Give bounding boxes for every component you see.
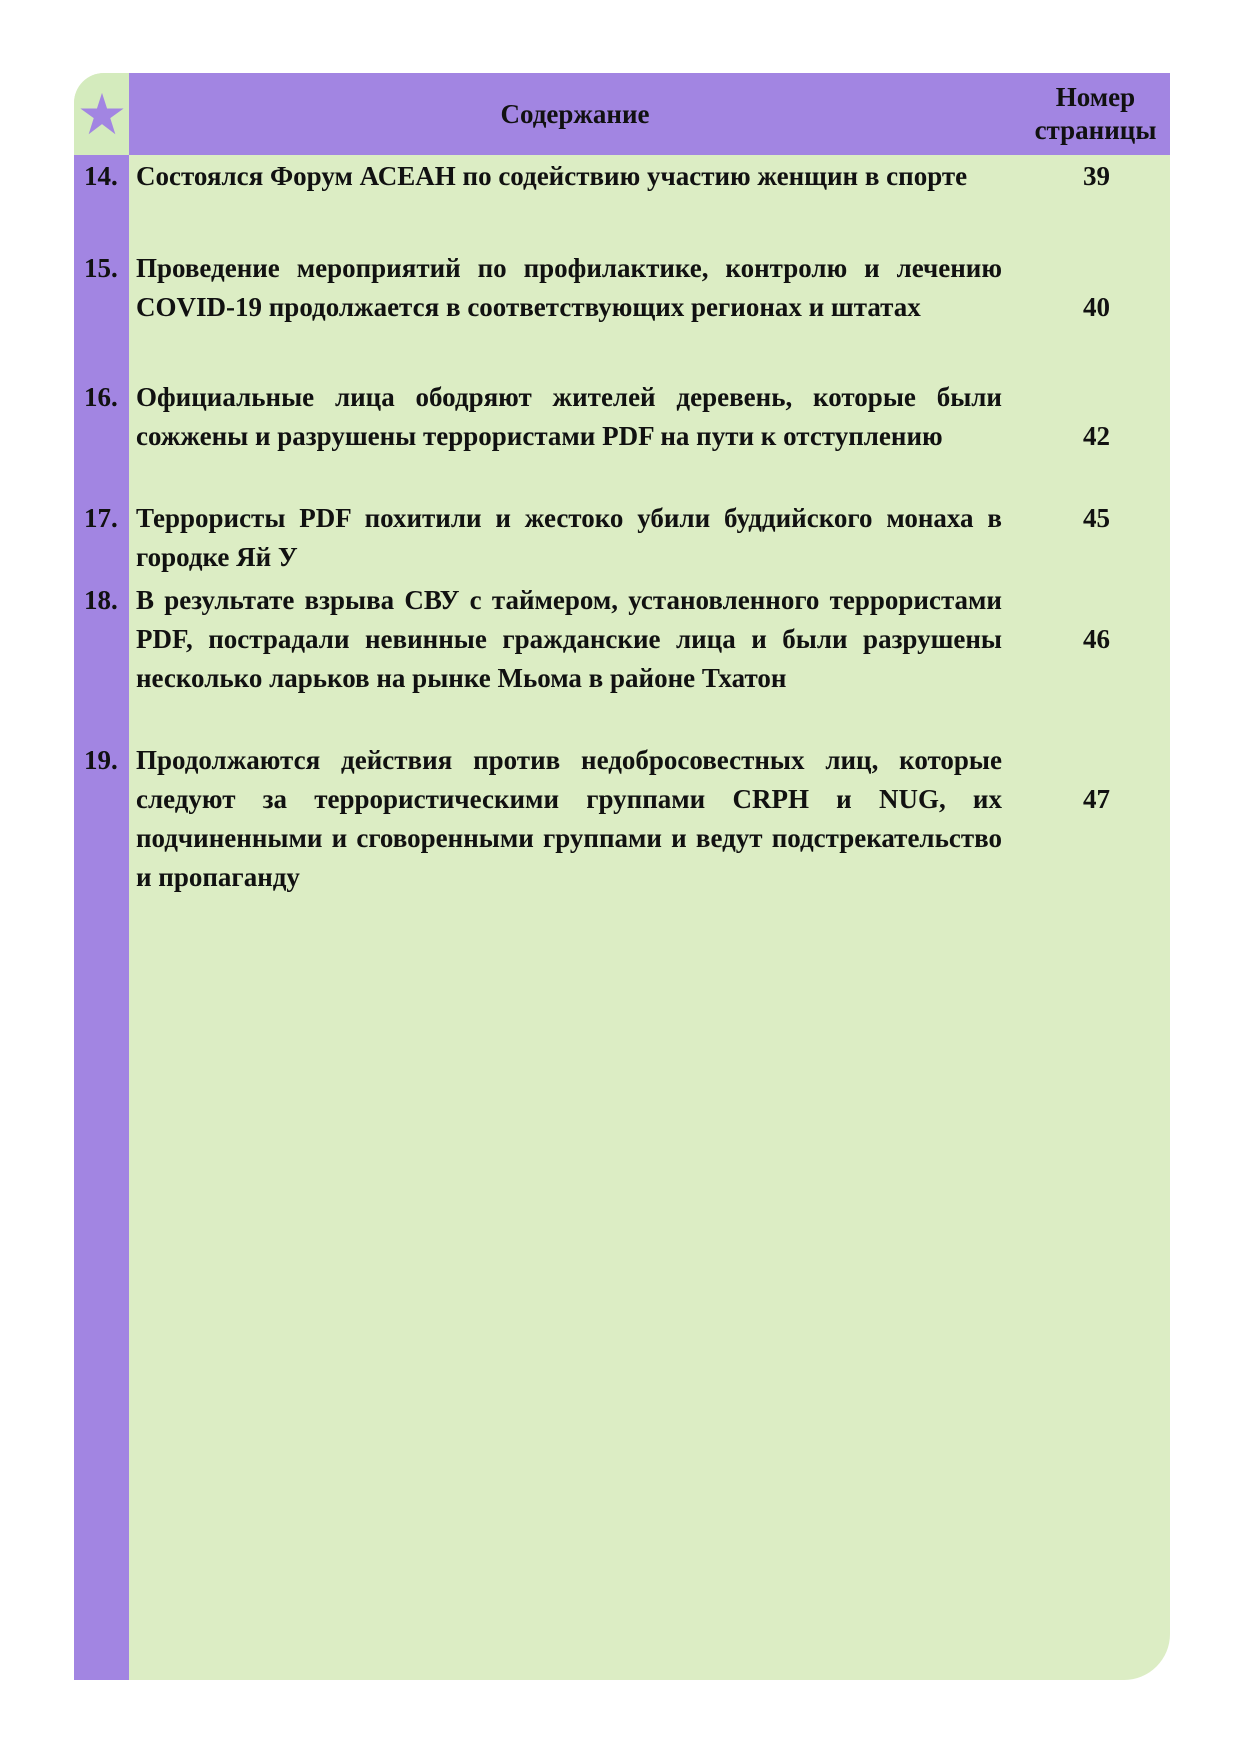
entry-title: Продолжаются действия против недобросовестных лиц, которые следуют за террористическими группами CRPH и NUG, их подчиненными и сговоренными группами и ведут подстрекательство и пропаганду (136, 745, 1002, 892)
page-number-heading: Номер страницы (1034, 82, 1157, 145)
entry-title: В результате взрыва СВУ с таймером, установленного террористами PDF, пострадали невинные гражданские лица и были разрушены несколько ларьков на рынке Мьома в районе Тхатон (136, 585, 1002, 693)
entry-number: 18. (84, 585, 118, 615)
entry-page: 47 (1083, 784, 1110, 814)
entry-number: 19. (84, 745, 118, 775)
entry-page: 46 (1083, 624, 1110, 654)
table-header (129, 73, 1170, 155)
entry-page: 39 (1083, 161, 1110, 191)
star-icon (79, 91, 125, 137)
entry-number: 17. (84, 503, 118, 533)
contents-panel (74, 73, 1170, 1680)
entry-page: 42 (1083, 421, 1110, 451)
contents-heading: Содержание (500, 98, 650, 129)
entry-number: 15. (84, 253, 118, 283)
entry-number: 16. (84, 382, 118, 412)
star-corner (74, 73, 129, 155)
entry-number: 14. (84, 161, 118, 191)
entry-page: 40 (1083, 292, 1110, 322)
entry-page: 45 (1083, 503, 1110, 533)
entry-title: Террористы PDF похитили и жестоко убили буддийского монаха в городке Яй У (136, 503, 1002, 572)
entry-title: Состоялся Форум АСЕАН по содействию участию женщин в спорте (136, 161, 968, 191)
entry-title: Официальные лица ободряют жителей деревень, которые были сожжены и разрушены террористами PDF на пути к отступлению (136, 382, 1002, 451)
entry-title: Проведение мероприятий по профилактике, контролю и лечению COVID-19 продолжается в соответствующих регионах и штатах (136, 253, 1002, 322)
